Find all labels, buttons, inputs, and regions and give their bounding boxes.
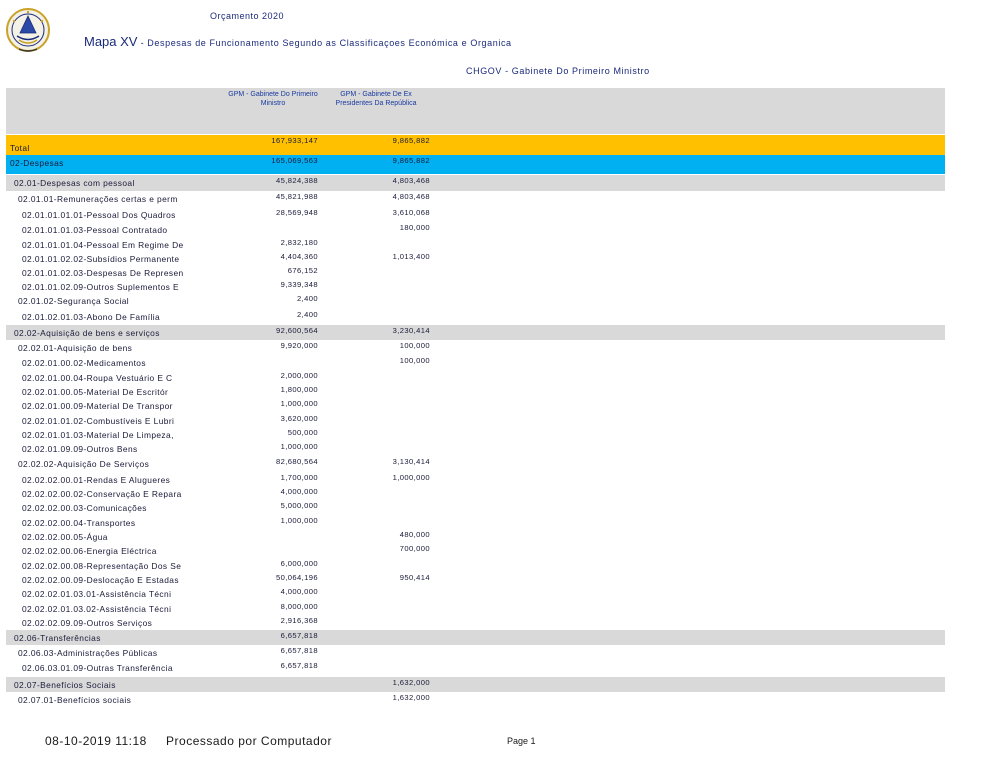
row-value-gpm-primeiro-ministro: 2,832,180 xyxy=(280,238,318,247)
table-header xyxy=(6,88,945,134)
row-value-gpm-primeiro-ministro: 4,000,000 xyxy=(280,587,318,596)
table-row xyxy=(6,237,945,251)
table-row xyxy=(6,175,945,191)
row-value-gpm-primeiro-ministro: 28,569,948 xyxy=(275,208,318,217)
table-row xyxy=(6,630,945,645)
row-label: 02.02.02.00.09-Deslocação E Estadas xyxy=(22,575,179,585)
row-label: 02.07-Benefícios Sociais xyxy=(14,680,116,690)
row-value-gpm-primeiro-ministro: 165,069,563 xyxy=(271,156,318,165)
row-value-gpm-primeiro-ministro: 167,933,147 xyxy=(271,136,318,145)
table-row xyxy=(6,398,945,412)
row-value-gpm-primeiro-ministro: 1,000,000 xyxy=(280,442,318,451)
row-value-gpm-primeiro-ministro: 45,821,988 xyxy=(275,192,318,201)
row-value-gpm-primeiro-ministro: 676,152 xyxy=(287,266,318,275)
table-row xyxy=(6,601,945,615)
row-value-gpm-ex-presidentes: 1,632,000 xyxy=(392,693,430,702)
row-value-gpm-ex-presidentes: 9,865,882 xyxy=(392,136,430,145)
table-row xyxy=(6,340,945,354)
row-label: 02.01.02-Segurança Social xyxy=(18,296,130,306)
row-label: 02.01.01-Remunerações certas e perm xyxy=(18,194,178,204)
table-row xyxy=(6,441,945,455)
row-label: 02.02.01.00.05-Material De Escritór xyxy=(22,387,169,397)
row-label: 02-Despesas xyxy=(10,158,64,168)
table-row xyxy=(6,677,945,692)
row-label: 02.01.01.02.02-Subsídios Permanente xyxy=(22,254,180,264)
row-label: 02.06.03.01.09-Outras Transferência xyxy=(22,663,173,673)
row-label: 02.01.01.01.01-Pessoal Dos Quadros xyxy=(22,210,176,220)
table-row xyxy=(6,384,945,398)
row-label: 02.02.01-Aquisição de bens xyxy=(18,343,133,353)
row-label: 02.02.01.01.03-Material De Limpeza, xyxy=(22,430,174,440)
table-row xyxy=(6,293,945,308)
row-label: 02.02.02.01.03.01-Assistência Técni xyxy=(22,589,172,599)
column-header-gpm-ex-presidentes: GPM - Gabinete De Ex Presidentes Da República xyxy=(335,91,417,107)
table-row xyxy=(6,515,945,529)
row-value-gpm-primeiro-ministro: 6,000,000 xyxy=(280,559,318,568)
table-row xyxy=(6,645,945,659)
row-value-gpm-primeiro-ministro: 2,000,000 xyxy=(280,371,318,380)
row-value-gpm-ex-presidentes: 1,632,000 xyxy=(392,678,430,687)
row-label: 02.02.01.00.04-Roupa Vestuário E C xyxy=(22,373,173,383)
row-label: 02.02-Aquisição de bens e serviços xyxy=(14,328,160,338)
table-row xyxy=(6,413,945,427)
table-row xyxy=(6,191,945,206)
row-label: 02.02.01.00.02-Medicamentos xyxy=(22,358,146,368)
row-label: 02.02.02.00.06-Energia Eléctrica xyxy=(22,546,157,556)
table-row xyxy=(6,572,945,586)
table-row xyxy=(6,222,945,236)
table-row xyxy=(6,370,945,384)
row-label: 02.02.02.00.08-Representação Dos Se xyxy=(22,561,182,571)
row-label: 02.07.01-Benefícios sociais xyxy=(18,695,132,705)
row-label: 02.02.02.00.05-Água xyxy=(22,532,108,542)
table-row xyxy=(6,543,945,557)
table-row xyxy=(6,456,945,471)
table-row xyxy=(6,615,945,629)
row-label: 02.01.01.02.03-Despesas De Represen xyxy=(22,268,184,278)
row-value-gpm-primeiro-ministro: 9,920,000 xyxy=(280,341,318,350)
row-label: 02.02.01.00.09-Material De Transpor xyxy=(22,401,173,411)
table-row xyxy=(6,155,945,174)
table-row xyxy=(6,500,945,514)
row-value-gpm-ex-presidentes: 100,000 xyxy=(399,356,430,365)
row-label: 02.02.02.00.04-Transportes xyxy=(22,518,136,528)
row-value-gpm-primeiro-ministro: 92,600,564 xyxy=(275,326,318,335)
table-row xyxy=(6,135,945,156)
table-row xyxy=(6,251,945,265)
row-value-gpm-ex-presidentes: 700,000 xyxy=(399,544,430,553)
row-value-gpm-primeiro-ministro: 5,000,000 xyxy=(280,501,318,510)
table-row xyxy=(6,692,945,707)
table-row xyxy=(6,265,945,279)
table-row xyxy=(6,529,945,543)
report-title xyxy=(84,34,512,49)
column-header-gpm-primeiro-ministro: GPM - Gabinete Do Primeiro Ministro xyxy=(228,91,318,107)
row-label: 02.02.02.09.09-Outros Serviços xyxy=(22,618,153,628)
row-value-gpm-ex-presidentes: 100,000 xyxy=(399,341,430,350)
row-value-gpm-primeiro-ministro: 6,657,818 xyxy=(280,646,318,655)
row-value-gpm-primeiro-ministro: 4,000,000 xyxy=(280,487,318,496)
row-value-gpm-primeiro-ministro: 1,700,000 xyxy=(280,473,318,482)
table-row xyxy=(6,279,945,293)
print-datetime: 08-10-2019 11:18 xyxy=(45,734,147,748)
row-label: 02.06-Transferências xyxy=(14,633,101,643)
row-label: 02.01.01.01.04-Pessoal Em Regime De xyxy=(22,240,184,250)
row-value-gpm-primeiro-ministro: 50,064,196 xyxy=(275,573,318,582)
table-row xyxy=(6,427,945,441)
budget-year-title: Orçamento 2020 xyxy=(210,11,285,21)
row-label: Total xyxy=(10,143,30,153)
row-label: 02.01.01.02.09-Outros Suplementos E xyxy=(22,282,179,292)
row-value-gpm-ex-presidentes: 180,000 xyxy=(399,223,430,232)
table-row xyxy=(6,355,945,369)
row-value-gpm-ex-presidentes: 9,865,882 xyxy=(392,156,430,165)
table-row xyxy=(6,472,945,486)
row-value-gpm-ex-presidentes: 3,130,414 xyxy=(392,457,430,466)
row-label: 02.02.01.01.02-Combustíveis E Lubri xyxy=(22,416,175,426)
processed-by: Processado por Computador xyxy=(166,734,332,748)
footer-info xyxy=(45,734,332,748)
row-value-gpm-primeiro-ministro: 6,657,818 xyxy=(280,661,318,670)
row-value-gpm-primeiro-ministro: 1,000,000 xyxy=(280,399,318,408)
row-label: 02.02.01.09.09-Outros Bens xyxy=(22,444,138,454)
row-label: 02.02.02.00.03-Comunicações xyxy=(22,503,147,513)
map-title: - Despesas de Funcionamento Segundo as Classificaçoes Económica e Organica xyxy=(137,38,512,48)
row-value-gpm-ex-presidentes: 1,000,000 xyxy=(392,473,430,482)
row-value-gpm-primeiro-ministro: 4,404,360 xyxy=(280,252,318,261)
row-value-gpm-primeiro-ministro: 1,000,000 xyxy=(280,516,318,525)
row-label: 02.06.03-Administrações Públicas xyxy=(18,648,158,658)
national-emblem-icon xyxy=(5,7,51,53)
row-value-gpm-ex-presidentes: 950,414 xyxy=(399,573,430,582)
row-value-gpm-primeiro-ministro: 6,657,818 xyxy=(280,631,318,640)
row-value-gpm-primeiro-ministro: 2,400 xyxy=(296,310,318,319)
row-label: 02.02.02.00.02-Conservação E Repara xyxy=(22,489,182,499)
map-label: Mapa XV xyxy=(84,34,138,49)
page-number: Page 1 xyxy=(507,736,536,746)
row-value-gpm-ex-presidentes: 1,013,400 xyxy=(392,252,430,261)
row-label: 02.02.02.01.03.02-Assistência Técni xyxy=(22,604,172,614)
table-row xyxy=(6,207,945,221)
row-value-gpm-ex-presidentes: 4,803,468 xyxy=(392,176,430,185)
row-label: 02.02.02-Aquisição De Serviços xyxy=(18,459,150,469)
table-row xyxy=(6,309,945,324)
row-value-gpm-primeiro-ministro: 9,339,348 xyxy=(280,280,318,289)
row-label: 02.01.01.01.03-Pessoal Contratado xyxy=(22,225,168,235)
row-label: 02.01-Despesas com pessoal xyxy=(14,178,135,188)
row-value-gpm-primeiro-ministro: 500,000 xyxy=(287,428,318,437)
row-label: 02.02.02.00.01-Rendas E Alugueres xyxy=(22,475,171,485)
row-label: 02.01.02.01.03-Abono De Família xyxy=(22,312,161,322)
row-value-gpm-primeiro-ministro: 82,680,564 xyxy=(275,457,318,466)
row-value-gpm-primeiro-ministro: 3,620,000 xyxy=(280,414,318,423)
row-value-gpm-primeiro-ministro: 8,000,000 xyxy=(280,602,318,611)
row-value-gpm-ex-presidentes: 3,610,068 xyxy=(392,208,430,217)
row-value-gpm-primeiro-ministro: 2,916,368 xyxy=(280,616,318,625)
row-value-gpm-ex-presidentes: 3,230,414 xyxy=(392,326,430,335)
row-value-gpm-primeiro-ministro: 1,800,000 xyxy=(280,385,318,394)
row-value-gpm-ex-presidentes: 480,000 xyxy=(399,530,430,539)
table-row xyxy=(6,660,945,676)
row-value-gpm-ex-presidentes: 4,803,468 xyxy=(392,192,430,201)
row-value-gpm-primeiro-ministro: 45,824,388 xyxy=(275,176,318,185)
table-row xyxy=(6,325,945,340)
table-row xyxy=(6,558,945,572)
organization-title: CHGOV - Gabinete Do Primeiro Ministro xyxy=(466,66,650,76)
table-row xyxy=(6,586,945,600)
row-value-gpm-primeiro-ministro: 2,400 xyxy=(296,294,318,303)
table-row xyxy=(6,486,945,500)
